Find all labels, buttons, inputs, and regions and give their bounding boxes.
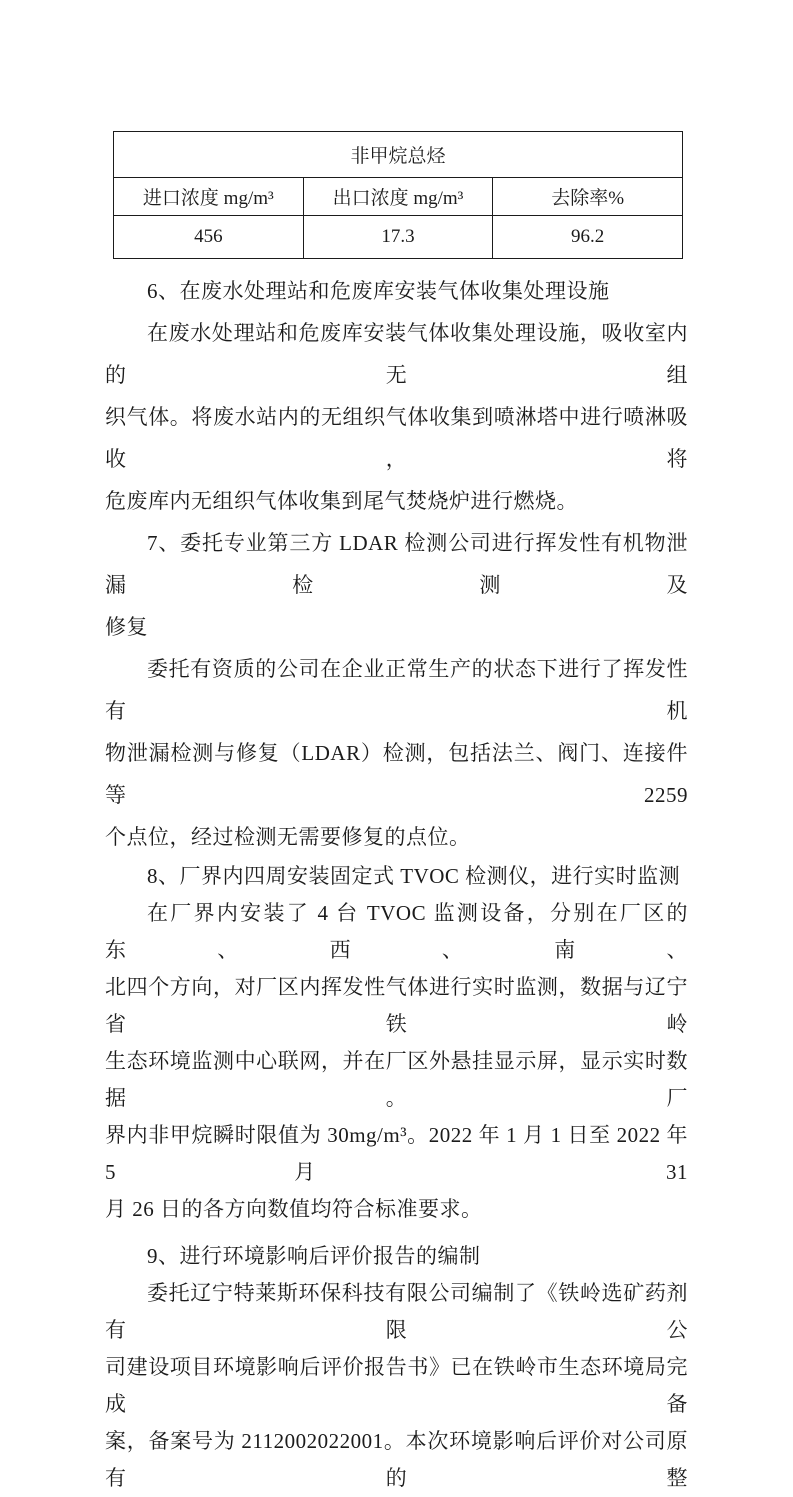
table-value-row (114, 216, 683, 259)
section-6 (105, 270, 688, 522)
section-9 (105, 1238, 688, 1497)
paragraph-line: 个点位，经过检测无需要修复的点位。 (105, 825, 471, 849)
emission-table (113, 131, 683, 259)
paragraph-line: 物泄漏检测与修复（LDAR）检测，包括法兰、阀门、连接件等 2259 (105, 741, 688, 807)
section-7-heading: 7、委托专业第三方 LDAR 检测公司进行挥发性有机物泄漏检测及 (105, 531, 688, 597)
table-col-header-outlet: 出口浓度 mg/m³ (303, 178, 493, 216)
paragraph-line: 在废水处理站和危废库安装气体收集处理设施，吸收室内的无组 (105, 321, 688, 387)
paragraph-line: 委托辽宁特莱斯环保科技有限公司编制了《铁岭选矿药剂有限公 (105, 1281, 688, 1342)
paragraph-line: 司建设项目环境影响后评价报告书》已在铁岭市生态环境局完成备 (105, 1355, 688, 1416)
section-7-heading-continued: 修复 (105, 615, 148, 639)
paragraph-line: 月 26 日的各方向数值均符合标准要求。 (105, 1197, 483, 1221)
table-header-row (114, 178, 683, 216)
table-title: 非甲烷总烃 (114, 132, 683, 178)
paragraph-line: 生态环境监测中心联网，并在厂区外悬挂显示屏，显示实时数据。厂 (105, 1049, 688, 1110)
table-cell-removal-value: 96.2 (493, 216, 683, 259)
table-cell-outlet-value: 17.3 (303, 216, 493, 259)
paragraph-line: 织气体。将废水站内的无组织气体收集到喷淋塔中进行喷淋吸收，将 (105, 405, 688, 471)
paragraph-line: 危废库内无组织气体收集到尾气焚烧炉进行燃烧。 (105, 489, 578, 513)
section-7 (105, 522, 688, 858)
paragraph-line: 在厂界内安装了 4 台 TVOC 监测设备，分别在厂区的东、西、南、 (105, 901, 688, 962)
paragraph-line: 委托有资质的公司在企业正常生产的状态下进行了挥发性有机 (105, 657, 688, 723)
section-8-heading: 8、厂界内四周安装固定式 TVOC 检测仪，进行实时监测 (147, 864, 681, 888)
section-6-heading: 6、在废水处理站和危废库安装气体收集处理设施 (147, 279, 610, 303)
table-cell-inlet-value: 456 (114, 216, 304, 259)
section-9-heading: 9、进行环境影响后评价报告的编制 (147, 1244, 481, 1268)
section-8 (105, 858, 688, 1228)
page-content (105, 270, 688, 1497)
table-col-header-removal: 去除率% (493, 178, 683, 216)
paragraph-line: 界内非甲烷瞬时限值为 30mg/m³。2022 年 1 月 1 日至 2022 年 5 月 31 (105, 1123, 688, 1184)
table-title-row (114, 132, 683, 178)
paragraph-line: 案，备案号为 2112002022001。本次环境影响后评价对公司原有的整 (105, 1429, 688, 1490)
paragraph-line: 北四个方向，对厂区内挥发性气体进行实时监测，数据与辽宁省铁岭 (105, 975, 688, 1036)
table-col-header-inlet: 进口浓度 mg/m³ (114, 178, 304, 216)
